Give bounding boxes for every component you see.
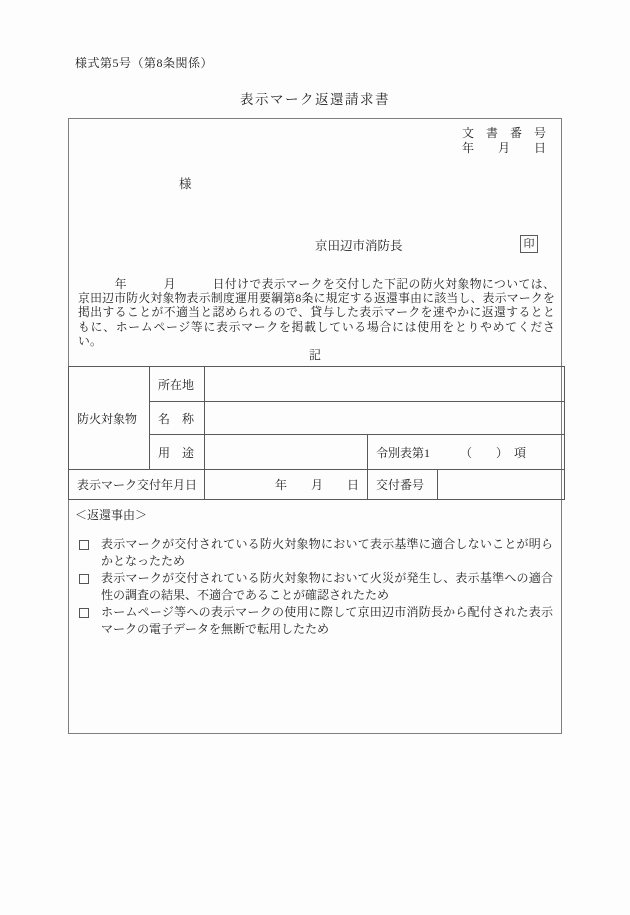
seal-mark: 印 — [520, 235, 538, 253]
checkbox-icon[interactable] — [79, 574, 89, 584]
doc-date-label: 年 月 日 — [461, 141, 546, 155]
name-label-cell: 名 称 — [150, 402, 205, 435]
issue-number-input-cell[interactable] — [438, 470, 565, 500]
property-table — [68, 366, 565, 500]
return-reasons-heading: ＜返還事由＞ — [75, 508, 148, 522]
document-header-block — [462, 126, 546, 156]
reason-text: 表示マークが交付されている防火対象物において火災が発生し、表示基準への適合性の調査の結果、不適合であることが確認されたため — [101, 571, 553, 602]
location-input-cell[interactable] — [205, 367, 565, 402]
addressee-sama: 様 — [179, 177, 192, 191]
table-row — [69, 367, 565, 402]
reason-item — [79, 536, 563, 570]
checkbox-icon[interactable] — [79, 540, 89, 550]
page-title: 表示マーク返還請求書 — [240, 92, 390, 107]
table-row — [69, 470, 565, 500]
location-label-cell: 所在地 — [150, 367, 205, 402]
use-label-cell: 用 途 — [150, 435, 205, 470]
doc-number-label: 文 書 番 号 — [461, 126, 546, 140]
issue-date-value-cell: 年 月 日 — [205, 470, 368, 500]
reason-item — [79, 604, 563, 638]
sender-name: 京田辺市消防長 — [315, 239, 403, 253]
ki-label: 記 — [308, 348, 321, 362]
checkbox-icon[interactable] — [79, 608, 89, 618]
form-number: 様式第5号（第8条関係） — [75, 56, 214, 70]
ordinance-category-cell: 令別表第1 （ ） 項 — [368, 435, 565, 470]
body-paragraph: 年 月 日付けで表示マークを交付した下記の防火対象物については、京田辺市防火対象物表示制度運用要綱第8条に規定する返還事由に該当し、表示マークを掲出することが不適当と認められるので、貸与した表示マークを速やかに返還するとともに、ホームページ等に表示マークを掲載している場合には使用をとりやめてください。 — [78, 277, 555, 348]
form-frame — [68, 118, 562, 734]
reason-list — [79, 536, 563, 638]
reason-text: ホームページ等への表示マークの使用に際して京田辺市消防長から配付された表示マークの電子データを無断で転用したため — [101, 605, 553, 636]
name-input-cell[interactable] — [205, 402, 565, 435]
issue-date-label-cell: 表示マーク交付年月日 — [69, 470, 205, 500]
reason-text: 表示マークが交付されている防火対象物において表示基準に適合しないことが明らかとなったため — [101, 537, 553, 568]
group-label-cell: 防火対象物 — [69, 367, 150, 470]
issue-number-label-cell: 交付番号 — [368, 470, 438, 500]
reason-item — [79, 570, 563, 604]
use-input-cell[interactable] — [205, 435, 368, 470]
return-reasons-section — [69, 499, 563, 638]
